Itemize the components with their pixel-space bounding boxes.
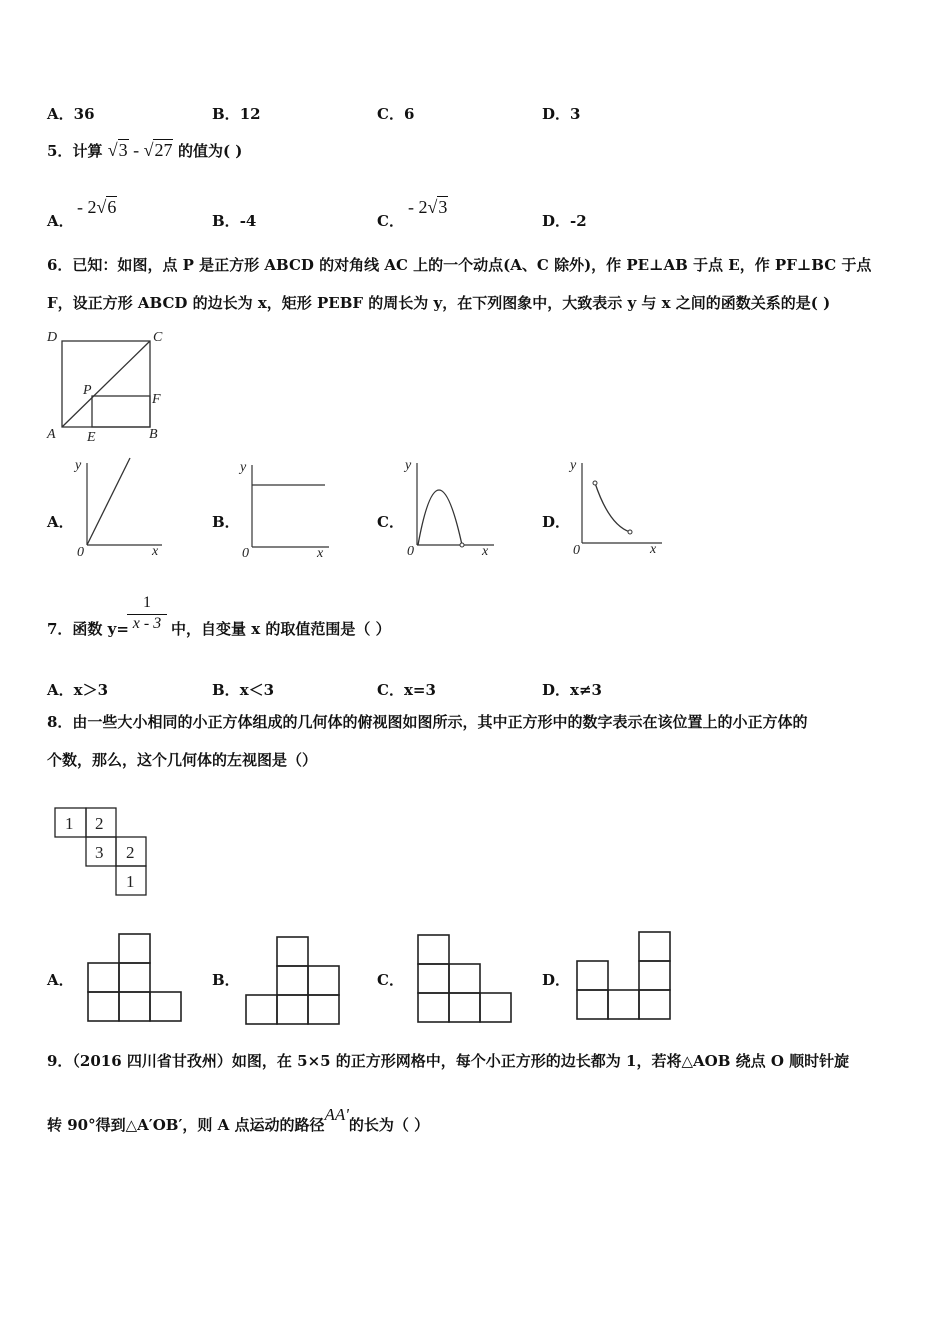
q6-option-b: B． [212,513,240,531]
svg-text:x: x [650,542,657,557]
svg-text:y: y [240,460,247,475]
svg-text:x: x [482,544,489,559]
q7-option-d: D．x≠3 [542,681,602,699]
q8-stem-line2: 个数，那么，这个几何体的左视图是（） [47,751,318,769]
q7-option-c: C．x=3 [377,681,436,699]
svg-text:0: 0 [242,546,249,561]
q8-left-view-a [86,932,184,1024]
q4-option-a: A．36 [47,105,95,123]
q8-stem-line1: 8．由一些大小相同的小正方体组成的几何体的俯视图如图所示，其中正方形中的数字表示在该位置上的小正方体的 [47,713,808,731]
q4-option-b: B．12 [212,105,261,123]
graph-d-curve [595,483,630,532]
q7-suffix: 中，自变量 x 的取值范围是（ ） [171,620,391,638]
q9-stem-line1: 9．（2016 四川省甘孜州）如图，在 5×5 的正方形网格中，每个小正方形的边长都为 1，若将△AOB 绕点 O 顺时针旋 [47,1052,850,1070]
q6-graph-a [72,455,167,560]
q9-arc-notation: AA' [324,1105,349,1124]
q6-graph-c [402,455,497,560]
q5-option-c: C． [377,212,404,230]
q6-stem-line2: F，设正方形 ABCD 的边长为 x，矩形 PEBF 的周长为 y，在下列图象中，大致表示 y 与 x 之间的函数关系的是( ) [47,294,831,312]
svg-text:0: 0 [573,543,580,558]
svg-text:y: y [570,458,577,473]
svg-text:2: 2 [126,843,135,862]
q8-left-view-c [416,933,514,1025]
q4-option-d: D．3 [542,105,581,123]
q6-option-a: A． [47,513,74,531]
q8-option-c: C． [377,971,404,989]
label-f: F [152,392,161,407]
rectangle-pebf [92,396,150,427]
q4-option-c: C．6 [377,105,415,123]
q7-option-b: B．x＜3 [212,681,275,699]
q5-option-a-value: - 2√6 [77,197,117,217]
q7-fraction: 1 x - 3 [127,594,167,633]
svg-text:3: 3 [95,843,104,862]
q7-option-a: A．x＞3 [47,681,109,699]
q9-stem-line2: 转 90°得到△A′OB′，则 A 点运动的路径AA'的长为（ ） [47,1105,430,1134]
q6-stem-line1: 6．已知：如图，点 P 是正方形 ABCD 的对角线 AC 上的一个动点(A、C 除外)，作 PE⊥AB 于点 E，作 PF⊥BC 于点 [47,256,872,274]
graph-c-curve [418,490,462,545]
graph-a-line [87,458,130,545]
q5-expression: √3 - √27 [107,140,173,160]
svg-text:x: x [152,544,159,559]
q5-stem: 5．计算 √3 - √27 的值为( ) [47,140,243,160]
svg-text:y: y [75,458,82,473]
q8-option-b: B． [212,971,240,989]
svg-text:y: y [405,458,412,473]
svg-text:2: 2 [95,814,104,833]
label-a: A [47,427,56,442]
label-c: C [153,330,163,345]
q5-option-c-value: - 2√3 [408,197,448,217]
label-b: B [149,427,158,442]
svg-text:x: x [317,546,324,561]
q8-left-view-d [575,930,673,1022]
q8-left-view-b [244,935,342,1027]
diagonal-ac [62,341,150,427]
q8-top-view-grid [50,805,155,900]
label-e: E [87,430,96,445]
svg-text:0: 0 [407,544,414,559]
q6-option-d: D． [542,513,571,531]
svg-text:1: 1 [65,814,74,833]
q5-option-d: D．-2 [542,212,587,230]
q6-graph-b [237,455,332,560]
q6-graph-d [567,455,667,560]
q8-option-d: D． [542,971,571,989]
q5-option-a: A． [47,212,74,230]
q6-option-c: C． [377,513,404,531]
svg-text:0: 0 [77,545,84,560]
label-d: D [47,330,58,345]
q5-option-b: B．-4 [212,212,257,230]
q8-option-a: A． [47,971,74,989]
q7-prefix: 7．函数 y= [47,620,129,638]
label-p: P [83,383,92,398]
svg-text:1: 1 [126,872,135,891]
q6-square-figure [45,328,175,448]
